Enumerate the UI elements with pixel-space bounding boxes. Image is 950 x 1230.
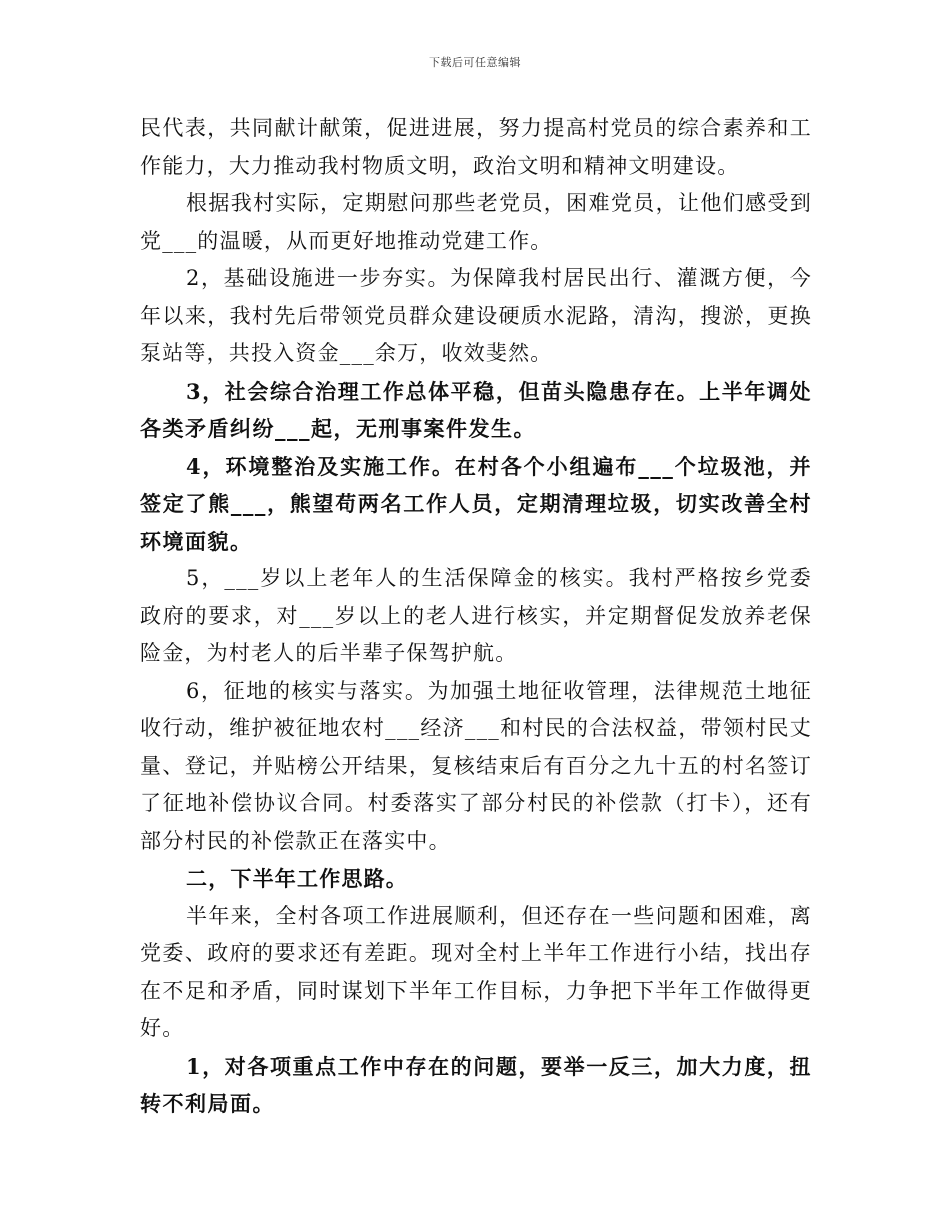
paragraph-5: 4，环境整治及实施工作。在村各个小组遍布___个垃圾池，并签定了熊___，熊望苟两名工作人员，定期清理垃圾，切实改善全村环境面貌。 [140, 453, 812, 554]
paragraph-9: 半年来，全村各项工作进展顺利，但还存在一些问题和困难，离党委、政府的要求还有差距。现对全村上半年工作进行小结，找出存在不足和矛盾，同时谋划下半年工作目标，力争把下半年工作做得更好。 [140, 903, 812, 1040]
paragraph-2: 根据我村实际，定期慰问那些老党员，困难党员，让他们感受到党___的温暖，从而更好地推动党建工作。 [140, 191, 812, 253]
paragraph-6: 5，___岁以上老年人的生活保障金的核实。我村严格按乡党委政府的要求，对___岁以上的老人进行核实，并定期督促发放养老保险金，为村老人的后半辈子保驾护航。 [140, 566, 812, 665]
paragraph-10: 1，对各项重点工作中存在的问题，要举一反三，加大力度，扭转不利局面。 [140, 1053, 812, 1116]
section-heading: 二，下半年工作思路。 [186, 866, 408, 891]
paragraph-7: 6，征地的核实与落实。为加强土地征收管理，法律规范土地征收行动，维护被征地农村___经济___和村民的合法权益，带领村民丈量、登记，并贴榜公开结果，复核结束后有百分之九十五的村名签订了征地补偿协议合同。村委落实了部分村民的补偿款（打卡），还有部分村民的补偿款正在落实中。 [140, 678, 812, 853]
page-header: 下载后可任意编辑 [429, 56, 521, 69]
paragraph-4: 3，社会综合治理工作总体平稳，但苗头隐患存在。上半年调处各类矛盾纠纷___起，无刑事案件发生。 [140, 378, 812, 441]
document-body [140, 110, 812, 1123]
paragraph-1: 民代表，共同献计献策，促进进展，努力提高村党员的综合素养和工作能力，大力推动我村物质文明，政治文明和精神文明建设。 [140, 116, 812, 178]
paragraph-3: 2，基础设施进一步夯实。为保障我村居民出行、灌溉方便，今年以来，我村先后带领党员群众建设硬质水泥路，清沟，搜淤，更换泵站等，共投入资金___余万，收效斐然。 [140, 266, 812, 365]
